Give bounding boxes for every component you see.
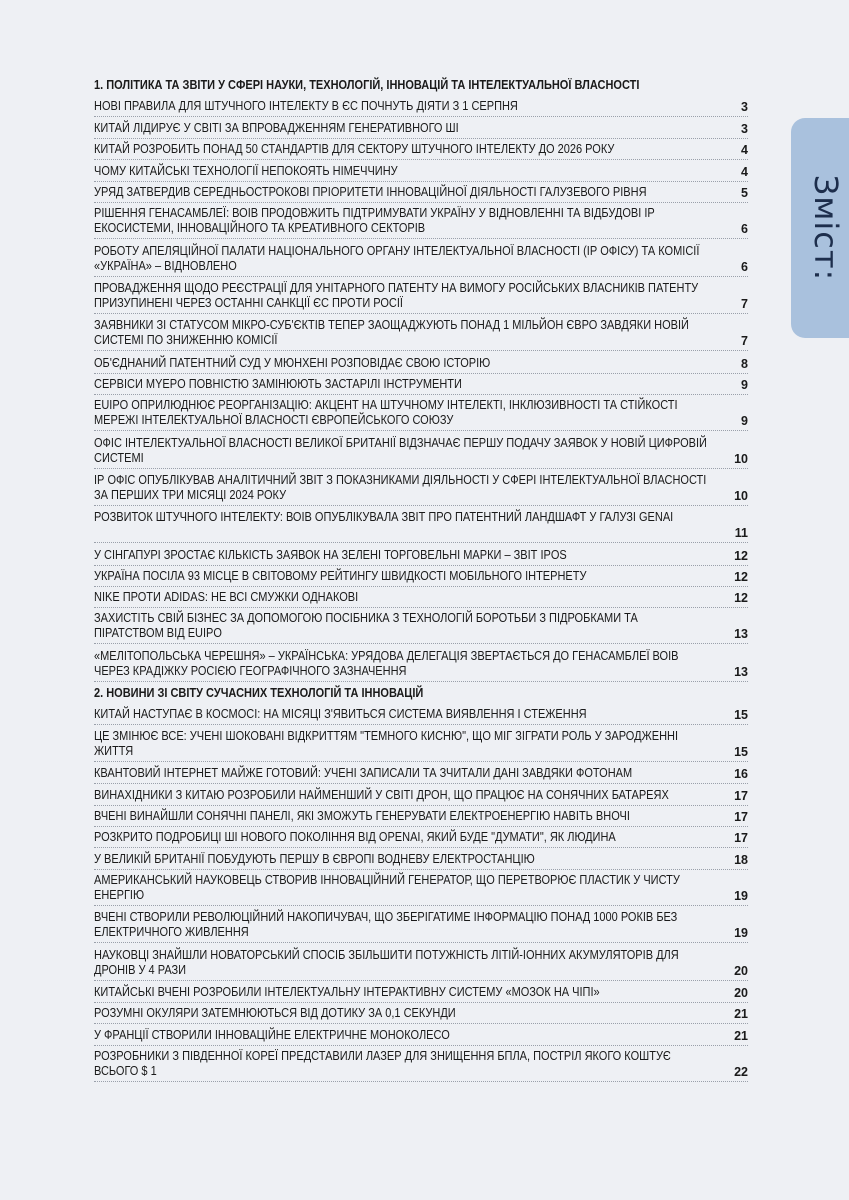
toc-entry-title: «МЕЛІТОПОЛЬСЬКА ЧЕРЕШНЯ» – УКРАЇНСЬКА: УРЯДОВА ДЕЛЕГАЦІЯ ЗВЕРТАЄТЬСЯ ДО ГЕНАСАМБЛЕЇ ВОІВ ЧЕРЕЗ КРАДІЖКУ РОСІЄЮ ГЕОГРАФІЧНОГО ЗАЗНАЧЕННЯ [94, 649, 679, 678]
toc-entry[interactable] [94, 473, 748, 506]
toc-entry-title: КИТАЙ РОЗРОБИТЬ ПОНАД 50 СТАНДАРТІВ ДЛЯ СЕКТОРУ ШТУЧНОГО ІНТЕЛЕКТУ ДО 2026 РОКУ [94, 142, 615, 156]
toc-entry-title: NIKE ПРОТИ ADIDAS: НЕ ВСІ СМУЖКИ ОДНАКОВІ [94, 590, 359, 604]
toc-entry[interactable] [94, 1006, 748, 1024]
toc-entry-page-number: 5 [741, 186, 748, 200]
toc-entry-title: ВИНАХІДНИКИ З КИТАЮ РОЗРОБИЛИ НАЙМЕНШИЙ У СВІТІ ДРОН, ЩО ПРАЦЮЄ НА СОНЯЧНИХ БАТАРЕЯХ [94, 788, 669, 802]
section-heading: 2. НОВИНИ ЗІ СВІТУ СУЧАСНИХ ТЕХНОЛОГІЙ ТА ІННОВАЦІЙ [94, 686, 424, 700]
toc-entry-page-number: 9 [741, 414, 748, 428]
toc-entry-title: АМЕРИКАНСЬКИЙ НАУКОВЕЦЬ СТВОРИВ ІННОВАЦІЙНИЙ ГЕНЕРАТОР, ЩО ПЕРЕТВОРЮЄ ПЛАСТИК У ЧИСТУ ЕНЕРГІЮ [94, 873, 680, 902]
toc-entry-title: КИТАЙ НАСТУПАЄ В КОСМОСІ: НА МІСЯЦІ З'ЯВИТЬСЯ СИСТЕМА ВИЯВЛЕННЯ І СТЕЖЕННЯ [94, 707, 587, 721]
toc-entry-page-number: 12 [734, 570, 748, 584]
toc-entry[interactable] [94, 788, 748, 806]
toc-entry[interactable] [94, 185, 748, 203]
toc-entry-page-number: 20 [734, 964, 748, 978]
toc-entry[interactable] [94, 729, 748, 762]
toc-entry-title: НОВІ ПРАВИЛА ДЛЯ ШТУЧНОГО ІНТЕЛЕКТУ В ЄС ПОЧНУТЬ ДІЯТИ З 1 СЕРПНЯ [94, 99, 518, 113]
toc-entry-title: ОБ'ЄДНАНИЙ ПАТЕНТНИЙ СУД У МЮНХЕНІ РОЗПОВІДАЄ СВОЮ ІСТОРІЮ [94, 356, 491, 370]
toc-entry-page-number: 13 [734, 627, 748, 641]
toc-entry[interactable] [94, 1049, 748, 1082]
toc-entry[interactable] [94, 398, 748, 431]
toc-entry[interactable] [94, 830, 748, 848]
toc-entry-page-number: 3 [741, 100, 748, 114]
toc-entry-title: РОЗУМНІ ОКУЛЯРИ ЗАТЕМНЮЮТЬСЯ ВІД ДОТИКУ ЗА 0,1 СЕКУНДИ [94, 1006, 456, 1020]
toc-entry[interactable] [94, 206, 748, 239]
toc-entry-title: ІР ОФІС ОПУБЛІКУВАВ АНАЛІТИЧНИЙ ЗВІТ З ПОКАЗНИКАМИ ДІЯЛЬНОСТІ У СФЕРІ ІНТЕЛЕКТУАЛЬНОЇ ВЛАСНОСТІ ЗА ПЕРШИХ ТРИ МІСЯЦІ 2024 РОКУ [94, 473, 707, 502]
toc-entry[interactable] [94, 356, 748, 374]
toc-entry-title: ОФІС ІНТЕЛЕКТУАЛЬНОЇ ВЛАСНОСТІ ВЕЛИКОЇ БРИТАНІЇ ВІДЗНАЧАЄ ПЕРШУ ПОДАЧУ ЗАЯВОК У НОВІЙ ЦИФРОВІЙ СИСТЕМІ [94, 436, 707, 465]
toc-entry[interactable] [94, 809, 748, 827]
section-heading: 1. ПОЛІТИКА ТА ЗВІТИ У СФЕРІ НАУКИ, ТЕХНОЛОГІЙ, ІННОВАЦІЙ ТА ІНТЕЛЕКТУАЛЬНОЇ ВЛАСНОСТІ [94, 78, 640, 92]
toc-entry-page-number: 10 [734, 452, 748, 466]
toc-entry-page-number: 21 [734, 1007, 748, 1021]
toc-entry-page-number: 22 [734, 1065, 748, 1079]
toc-entry-title: ЦЕ ЗМІНЮЄ ВСЕ: УЧЕНІ ШОКОВАНІ ВІДКРИТТЯМ "ТЕМНОГО КИСНЮ", ЩО МІГ ЗІГРАТИ РОЛЬ У ЗАРОДЖЕННІ ЖИТТЯ [94, 729, 679, 758]
toc-entry[interactable] [94, 244, 748, 277]
toc-entry-title: ЗАЯВНИКИ ЗІ СТАТУСОМ МІКРО-СУБ'ЄКТІВ ТЕПЕР ЗАОЩАДЖУЮТЬ ПОНАД 1 МІЛЬЙОН ЄВРО ЗАВДЯКИ НОВІЙ СИСТЕМІ ПО ЗНИЖЕННЮ КОМІСІЇ [94, 318, 689, 347]
toc-entry[interactable] [94, 281, 748, 314]
toc-entry-page-number: 19 [734, 889, 748, 903]
toc-entry[interactable] [94, 569, 748, 587]
toc-entry[interactable] [94, 766, 748, 784]
toc-entry-page-number: 15 [734, 708, 748, 722]
toc-entry-title: РОБОТУ АПЕЛЯЦІЙНОЇ ПАЛАТИ НАЦІОНАЛЬНОГО ОРГАНУ ІНТЕЛЕКТУАЛЬНОЇ ВЛАСНОСТІ (ІР ОФІСУ) ТА КОМІСІЇ «УКРАЇНА» – ВІДНОВЛЕНО [94, 244, 700, 273]
toc-entry-title: СЕРВІСИ MYEPO ПОВНІСТЮ ЗАМІНЮЮТЬ ЗАСТАРІЛІ ІНСТРУМЕНТИ [94, 377, 462, 391]
toc-entry-page-number: 7 [741, 297, 748, 311]
toc-entry-title: ПРОВАДЖЕННЯ ЩОДО РЕЄСТРАЦІЇ ДЛЯ УНІТАРНОГО ПАТЕНТУ НА ВИМОГУ РОСІЙСЬКИХ ВЛАСНИКІВ ПАТЕНТУ ПРИЗУПИНЕНІ ЧЕРЕЗ ОСТАННІ САНКЦІЇ ЄС ПРОТИ РОСІЇ [94, 281, 699, 310]
toc-entry-title: РІШЕННЯ ГЕНАСАМБЛЕЇ: ВОІВ ПРОДОВЖИТЬ ПІДТРИМУВАТИ УКРАЇНУ У ВІДНОВЛЕННІ ТА ВІДБУДОВІ ІР ЕКОСИСТЕМИ, ІННОВАЦІЙНОГО ТА КРЕАТИВНОГО СЕКТОРІВ [94, 206, 655, 235]
toc-entry[interactable] [94, 873, 748, 906]
toc-entry[interactable] [94, 985, 748, 1003]
toc-entry[interactable] [94, 164, 748, 182]
toc-entry[interactable] [94, 99, 748, 117]
toc-entry-page-number: 9 [741, 378, 748, 392]
toc-entry-page-number: 13 [734, 665, 748, 679]
toc-entry-page-number: 19 [734, 926, 748, 940]
toc-entry[interactable] [94, 649, 748, 682]
toc-entry-page-number: 16 [734, 767, 748, 781]
toc-entry[interactable] [94, 852, 748, 870]
toc-entry-title: ЧОМУ КИТАЙСЬКІ ТЕХНОЛОГІЇ НЕПОКОЯТЬ НІМЕЧЧИНУ [94, 164, 398, 178]
toc-entry-title: НАУКОВЦІ ЗНАЙШЛИ НОВАТОРСЬКИЙ СПОСІБ ЗБІЛЬШИТИ ПОТУЖНІСТЬ ЛІТІЙ-ІОННИХ АКУМУЛЯТОРІВ ДЛЯ ДРОНІВ У 4 РАЗИ [94, 948, 679, 977]
toc-entry[interactable] [94, 510, 748, 543]
toc-entry-title: ЗАХИСТІТЬ СВІЙ БІЗНЕС ЗА ДОПОМОГОЮ ПОСІБНИКА З ТЕХНОЛОГІЙ БОРОТЬБИ З ПІДРОБКАМИ ТА ПІРАТСТВОМ ВІД EUIPO [94, 611, 638, 640]
toc-entry[interactable] [94, 590, 748, 608]
toc-entry[interactable] [94, 910, 748, 943]
toc-entry-title: КВАНТОВИЙ ІНТЕРНЕТ МАЙЖЕ ГОТОВИЙ: УЧЕНІ ЗАПИСАЛИ ТА ЗЧИТАЛИ ДАНІ ЗАВДЯКИ ФОТОНАМ [94, 766, 633, 780]
toc-entry-page-number: 12 [734, 549, 748, 563]
toc-entry-title: EUIPO ОПРИЛЮДНЮЄ РЕОРГАНІЗАЦІЮ: АКЦЕНТ НА ШТУЧНОМУ ІНТЕЛЕКТІ, ІНКЛЮЗИВНОСТІ ТА СТІЙКОСТІ МЕРЕЖІ ІНТЕЛЕКТУАЛЬНОЇ ВЛАСНОСТІ ЄВРОПЕЙСЬКОГО СОЮЗУ [94, 398, 678, 427]
toc-entry[interactable] [94, 436, 748, 469]
toc-entry-page-number: 4 [741, 143, 748, 157]
toc-entry-page-number: 6 [741, 222, 748, 236]
toc-entry-title: У ВЕЛИКІЙ БРИТАНІЇ ПОБУДУЮТЬ ПЕРШУ В ЄВРОПІ ВОДНЕВУ ЕЛЕКТРОСТАНЦІЮ [94, 852, 535, 866]
toc-entry-page-number: 3 [741, 122, 748, 136]
toc-entry[interactable] [94, 377, 748, 395]
contents-tab [791, 118, 849, 338]
toc-entry-page-number: 7 [741, 334, 748, 348]
toc-entry-title: КИТАЙСЬКІ ВЧЕНІ РОЗРОБИЛИ ІНТЕЛЕКТУАЛЬНУ ІНТЕРАКТИВНУ СИСТЕМУ «МОЗОК НА ЧІПІ» [94, 985, 600, 999]
contents-tab-label: Зміст: [807, 174, 845, 282]
toc-entry[interactable] [94, 318, 748, 351]
toc-entry-title: РОЗРОБНИКИ З ПІВДЕННОЇ КОРЕЇ ПРЕДСТАВИЛИ ЛАЗЕР ДЛЯ ЗНИЩЕННЯ БПЛА, ПОСТРІЛ ЯКОГО КОШТУЄ ВСЬОГО $ 1 [94, 1049, 671, 1078]
toc-entry-title: РОЗКРИТО ПОДРОБИЦІ ШІ НОВОГО ПОКОЛІННЯ ВІД OPENAI, ЯКИЙ БУДЕ "ДУМАТИ", ЯК ЛЮДИНА [94, 830, 616, 844]
toc-entry[interactable] [94, 707, 748, 725]
toc-entry-page-number: 17 [734, 810, 748, 824]
toc-entry[interactable] [94, 948, 748, 981]
toc-entry[interactable] [94, 611, 748, 644]
toc-entry-page-number: 6 [741, 260, 748, 274]
toc-entry-page-number: 21 [734, 1029, 748, 1043]
toc-entry[interactable] [94, 142, 748, 160]
toc-entry-title: КИТАЙ ЛІДИРУЄ У СВІТІ ЗА ВПРОВАДЖЕННЯМ ГЕНЕРАТИВНОГО ШІ [94, 121, 459, 135]
toc-entry-title: ВЧЕНІ СТВОРИЛИ РЕВОЛЮЦІЙНИЙ НАКОПИЧУВАЧ, ЩО ЗБЕРІГАТИМЕ ІНФОРМАЦІЮ ПОНАД 1000 РОКІВ БЕЗ ЕЛЕКТРИЧНОГО ЖИВЛЕННЯ [94, 910, 678, 939]
toc-entry-page-number: 12 [734, 591, 748, 605]
toc-entry-title: УРЯД ЗАТВЕРДИВ СЕРЕДНЬОСТРОКОВІ ПРІОРИТЕТИ ІННОВАЦІЙНОЇ ДІЯЛЬНОСТІ ГАЛУЗЕВОГО РІВНЯ [94, 185, 647, 199]
toc-entry-title: РОЗВИТОК ШТУЧНОГО ІНТЕЛЕКТУ: ВОІВ ОПУБЛІКУВАЛА ЗВІТ ПРО ПАТЕНТНИЙ ЛАНДШАФТ У ГАЛУЗІ GENAI [94, 510, 674, 524]
toc-entry-title: УКРАЇНА ПОСІЛА 93 МІСЦЕ В СВІТОВОМУ РЕЙТИНГУ ШВИДКОСТІ МОБІЛЬНОГО ІНТЕРНЕТУ [94, 569, 587, 583]
toc-entry[interactable] [94, 1028, 748, 1046]
toc-entry-page-number: 11 [734, 526, 748, 540]
toc-entry-page-number: 20 [734, 986, 748, 1000]
toc-entry-page-number: 17 [734, 789, 748, 803]
toc-entry-page-number: 8 [741, 357, 748, 371]
toc-entry-page-number: 18 [734, 853, 748, 867]
toc-entry-title: ВЧЕНІ ВИНАЙШЛИ СОНЯЧНІ ПАНЕЛІ, ЯКІ ЗМОЖУТЬ ГЕНЕРУВАТИ ЕЛЕКТРОЕНЕРГІЮ НАВІТЬ ВНОЧІ [94, 809, 630, 823]
toc-entry[interactable] [94, 548, 748, 566]
toc-entry-page-number: 17 [734, 831, 748, 845]
toc-entry-page-number: 10 [734, 489, 748, 503]
toc-entry[interactable] [94, 121, 748, 139]
toc-entry-page-number: 15 [734, 745, 748, 759]
toc-entry-title: У СІНГАПУРІ ЗРОСТАЄ КІЛЬКІСТЬ ЗАЯВОК НА ЗЕЛЕНІ ТОРГОВЕЛЬНІ МАРКИ – ЗВІТ IPOS [94, 548, 567, 562]
toc-entry-page-number: 4 [741, 165, 748, 179]
toc-entry-title: У ФРАНЦІЇ СТВОРИЛИ ІННОВАЦІЙНЕ ЕЛЕКТРИЧНЕ МОНОКОЛЕСО [94, 1028, 450, 1042]
